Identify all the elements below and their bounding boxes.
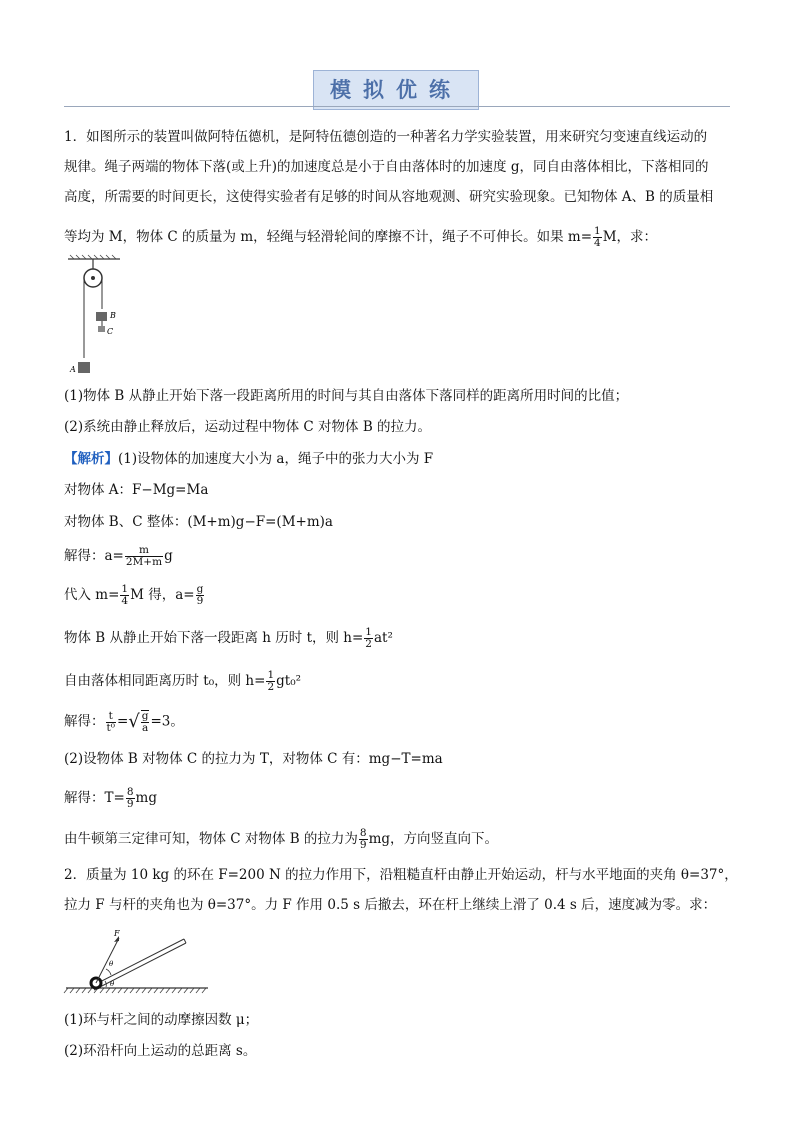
section-title: 模拟优练 [330, 78, 462, 102]
s8-eq: = [116, 713, 129, 730]
p2-intro-line-2: 拉力 F 与杆的夹角也为 θ=37°。力 F 作用 0.5 s 后撤去，环在杆上继续上滑了 0.4 s 后，速度减为零。求： [64, 897, 717, 913]
p1-intro-line-3: 高度，所需要的时间更长，这使得实验者有足够的时间从容地观测、研究实验现象。已知物体 A、B 的质量相 [64, 189, 714, 205]
label-b: B [110, 311, 116, 320]
frac-den: 9 [196, 595, 204, 607]
frac-den: 2 [267, 681, 275, 693]
p1-line4-text: 等均为 M，物体 C 的质量为 m，轻绳与轻滑轮间的摩擦不计，绳子不可伸长。如果 m= [64, 229, 593, 245]
label-theta-1: θ [109, 960, 114, 968]
s10-text: 解得：T= [64, 790, 125, 806]
p1-intro-line-4 [64, 226, 657, 249]
s4-end: g [164, 548, 173, 564]
analysis-line-9: (2)设物体 B 对物体 C 的拉力为 T，对物体 C 有：mg−T=ma [64, 751, 443, 767]
frac-num: 1 [594, 225, 601, 237]
p1-intro-line-1: 1．如图所示的装置叫做阿特伍德机，是阿特伍德创造的一种著名力学实验装置，用来研究匀变速直线运动的 [64, 129, 708, 145]
analysis-line-6 [64, 627, 393, 650]
frac-den: 4 [594, 237, 601, 249]
fraction-8-9-2 [359, 828, 368, 851]
frac-num: 1 [267, 669, 275, 681]
frac-num: 1 [365, 626, 372, 638]
label-a: A [70, 365, 76, 374]
analysis-line-3: 对物体 B、C 整体：(M+m)g−F=(M+m)a [64, 514, 333, 530]
frac-num: g [196, 583, 204, 595]
section-banner [313, 70, 479, 110]
frac-den: 2M+m [125, 556, 163, 568]
analysis-line-2: 对物体 A：F−Mg=Ma [64, 482, 209, 498]
fraction-8-9 [126, 787, 135, 810]
frac-den: 4 [121, 595, 129, 607]
s6-end: at² [373, 630, 393, 646]
fraction-quarter [593, 226, 602, 249]
frac-den: 9 [359, 839, 367, 851]
frac-den: 2 [365, 638, 372, 650]
analysis-line-8 [64, 710, 184, 734]
analysis-tag: 【解析】 [64, 451, 118, 467]
p2-question-2: (2)环沿杆向上运动的总距离 s。 [64, 1043, 257, 1059]
s6-text: 物体 B 从静止开始下落一段距离 h 历时 t，则 h= [64, 630, 364, 646]
header-rule [64, 106, 730, 107]
frac-den: t⁰ [106, 721, 115, 734]
frac-num: 1 [121, 583, 129, 595]
fraction-a [125, 545, 163, 568]
s4-text: 解得：a= [64, 548, 124, 564]
label-theta-2: θ [110, 980, 115, 988]
analysis-line-7 [64, 670, 301, 693]
p2-intro-line-1: 2．质量为 10 kg 的环在 F=200 N 的拉力作用下，沿粗糙直杆由静止开始运动，杆与水平地面的夹角 θ=37°， [64, 867, 738, 883]
fraction-g-a [141, 710, 150, 734]
p1-intro-line-2: 规律。绳子两端的物体下落(或上升)的加速度总是小于自由落体时的加速度 g，同自由落体相比，下落相同的 [64, 159, 709, 175]
frac-num: t [106, 711, 116, 723]
sqrt-icon: √ [128, 711, 140, 732]
s8-end: =3。 [150, 713, 184, 730]
atwood-machine-figure [62, 254, 132, 376]
p2-question-1: (1)环与杆之间的动摩擦因数 μ； [64, 1012, 259, 1028]
frac-den: 9 [126, 798, 134, 810]
frac-num: 8 [126, 786, 134, 798]
fraction-half [364, 627, 373, 650]
s7-text: 自由落体相同距离历时 t₀，则 h= [64, 673, 266, 689]
s7-end: gt₀² [276, 673, 302, 689]
s5-text: 代入 m= [64, 587, 120, 603]
analysis-line-5 [64, 584, 205, 607]
analysis-s1: (1)设物体的加速度大小为 a，绳子中的张力大小为 F [118, 451, 434, 467]
label-f: F [114, 929, 120, 938]
s11-text: 由牛顿第三定律可知，物体 C 对物体 B 的拉力为 [64, 831, 358, 847]
fraction-half-2 [266, 670, 275, 693]
analysis-line-10 [64, 787, 157, 810]
analysis-line-4 [64, 545, 173, 568]
fraction-g9 [196, 584, 205, 607]
label-c: C [107, 327, 114, 336]
analysis-line-11 [64, 828, 498, 851]
frac-num: 8 [359, 827, 367, 839]
p1-line4-end: M，求： [602, 229, 658, 245]
p1-question-1: (1)物体 B 从静止开始下落一段距离所用的时间与其自由落体下落同样的距离所用时间的比值； [64, 388, 629, 404]
s11-end: mg，方向竖直向下。 [368, 831, 499, 847]
fraction-quarter-2 [120, 584, 129, 607]
frac-num: g [141, 710, 149, 722]
inclined-rod-figure [62, 925, 212, 997]
s5-mid: M 得，a= [130, 587, 195, 603]
frac-num: m [125, 545, 163, 557]
p1-question-2: (2)系统由静止释放后，运动过程中物体 C 对物体 B 的拉力。 [64, 419, 432, 435]
frac-den: a [141, 722, 149, 734]
s10-end: mg [135, 790, 157, 806]
s8-text: 解得： [64, 713, 105, 730]
fraction-t-t0 [106, 711, 116, 734]
analysis-line-1 [64, 450, 433, 468]
